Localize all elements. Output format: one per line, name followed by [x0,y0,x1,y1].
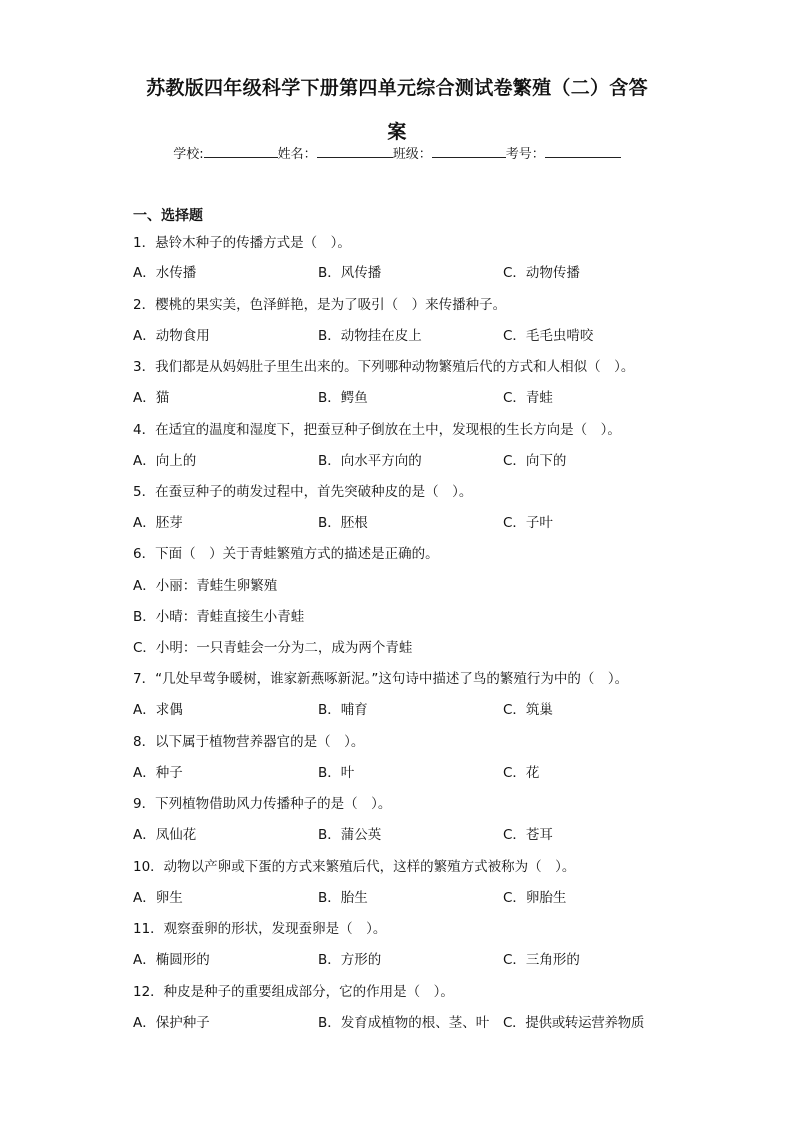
document-title [120,66,674,154]
question-stem: 9．下列植物借助风力传播种子的是（ ）。 [133,796,392,812]
option-c[interactable]: C．子叶 [503,515,553,531]
question-stem: 5．在蚕豆种子的萌发过程中，首先突破种皮的是（ ）。 [133,484,473,500]
number-label: 考号： [505,147,545,162]
option-c[interactable]: C．毛毛虫啃咬 [503,328,594,344]
option-c[interactable]: C．花 [503,765,540,781]
option-b[interactable]: B．胚根 [318,515,368,531]
option-c[interactable]: C．小明：一只青蛙会一分为二，成为两个青蛙 [133,640,413,656]
question-stem: 3．我们都是从妈妈肚子里生出来的。下列哪种动物繁殖后代的方式和人相似（ ）。 [133,359,635,375]
question-stem: 2．樱桃的果实美，色泽鲜艳，是为了吸引（ ）来传播种子。 [133,297,507,313]
option-b[interactable]: B．方形的 [318,952,382,968]
option-a[interactable]: A．向上的 [133,453,197,469]
title-line-2: 案 [387,121,407,143]
option-a[interactable]: A．动物食用 [133,328,210,344]
class-blank[interactable] [432,143,506,158]
class-label: 班级： [392,147,432,162]
option-a[interactable]: A．保护种子 [133,1015,210,1031]
option-b[interactable]: B．鳄鱼 [318,390,368,406]
option-c[interactable]: C．卵胎生 [503,890,567,906]
option-a[interactable]: A．胚芽 [133,515,183,531]
question-stem: 4．在适宜的温度和湿度下，把蚕豆种子倒放在土中，发现根的生长方向是（ ）。 [133,422,621,438]
option-b[interactable]: B．叶 [318,765,355,781]
number-blank[interactable] [545,143,621,158]
section-title: 一、选择题 [133,208,203,224]
school-blank[interactable] [204,143,278,158]
option-a[interactable]: A．求偶 [133,702,183,718]
option-c[interactable]: C．苍耳 [503,827,553,843]
option-b[interactable]: B．动物挂在皮上 [318,328,422,344]
option-c[interactable]: C．向下的 [503,453,567,469]
option-b[interactable]: B．风传播 [318,265,382,281]
option-a[interactable]: A．水传播 [133,265,197,281]
option-b[interactable]: B．发育成植物的根、茎、叶 [318,1015,490,1031]
option-a[interactable]: A．猫 [133,390,170,406]
option-c[interactable]: C．筑巢 [503,702,553,718]
name-blank[interactable] [317,143,393,158]
option-b[interactable]: B．哺育 [318,702,368,718]
student-info-row [0,143,794,165]
question-stem: 1．悬铃木种子的传播方式是（ ）。 [133,235,351,251]
option-a[interactable]: A．卵生 [133,890,183,906]
name-label: 姓名： [277,147,317,162]
option-b[interactable]: B．胎生 [318,890,368,906]
question-stem: 11．观察蚕卵的形状，发现蚕卵是（ ）。 [133,921,387,937]
question-stem: 8．以下属于植物营养器官的是（ ）。 [133,734,365,750]
title-line-1: 苏教版四年级科学下册第四单元综合测试卷繁殖（二）含答 [146,77,648,99]
option-a[interactable]: A．椭圆形的 [133,952,210,968]
question-stem: 6．下面（ ）关于青蛙繁殖方式的描述是正确的。 [133,546,439,562]
question-stem: 12．种皮是种子的重要组成部分，它的作用是（ ）。 [133,984,454,1000]
option-a[interactable]: A．凤仙花 [133,827,197,843]
option-c[interactable]: C．提供或转运营养物质 [503,1015,645,1031]
option-b[interactable]: B．向水平方向的 [318,453,422,469]
question-stem: 7．“几处早莺争暖树，谁家新燕啄新泥。”这句诗中描述了鸟的繁殖行为中的（ ）。 [133,671,629,687]
option-c[interactable]: C．三角形的 [503,952,580,968]
option-b[interactable]: B．小晴：青蛙直接生小青蛙 [133,609,305,625]
option-c[interactable]: C．青蛙 [503,390,553,406]
option-a[interactable]: A．种子 [133,765,183,781]
option-c[interactable]: C．动物传播 [503,265,580,281]
option-a[interactable]: A．小丽：青蛙生卵繁殖 [133,578,278,594]
school-label: 学校: [173,147,204,162]
question-stem: 10．动物以产卵或下蛋的方式来繁殖后代，这样的繁殖方式被称为（ ）。 [133,859,576,875]
option-b[interactable]: B．蒲公英 [318,827,382,843]
